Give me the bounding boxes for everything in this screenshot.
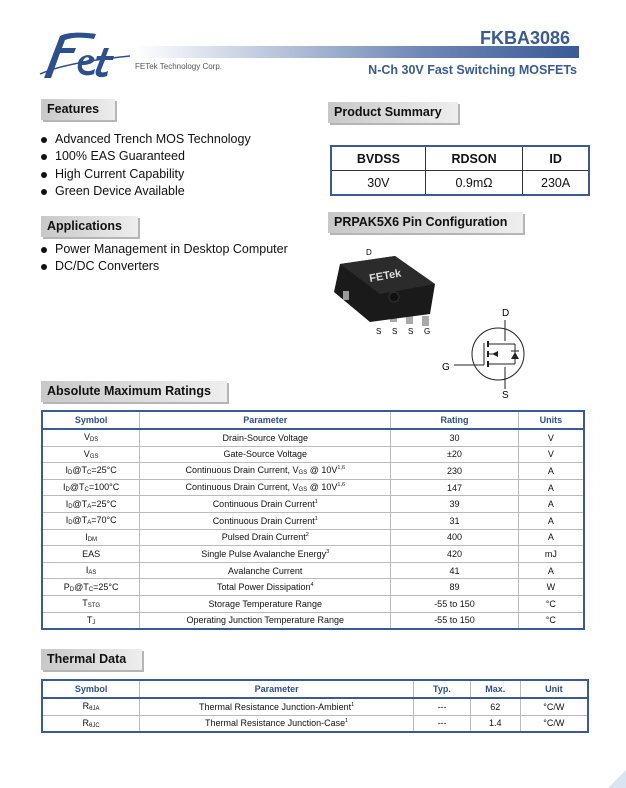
symbol-main: V <box>83 448 90 459</box>
parameter-text: Gate-Source Voltage <box>223 449 308 460</box>
units-cell: V <box>518 446 584 463</box>
thermal-col-unit: Unit <box>520 680 588 698</box>
symbol-main: R <box>82 717 89 728</box>
parameter-note: 1,6 <box>337 465 346 472</box>
rating-cell: -55 to 150 <box>391 612 518 629</box>
units-cell: V <box>518 429 584 446</box>
units-cell: A <box>518 529 584 546</box>
symbol-main: I <box>85 565 89 576</box>
parameter-text: Thermal Resistance Junction-Case <box>205 718 346 729</box>
product-summary-table <box>330 145 590 196</box>
symbol-sub: D <box>65 487 70 494</box>
pin-config-heading: PRPAK5X6 Pin Configuration <box>328 212 523 233</box>
parameter-text: Single Pulse Avalanche Energy <box>201 548 327 559</box>
parameter-cell <box>140 612 391 629</box>
parameter-cell <box>140 463 391 480</box>
part-number: FKBA3086 <box>479 28 570 48</box>
symbol-cond-value: =25°C <box>93 581 119 592</box>
amr-col-symbol: Symbol <box>42 411 140 429</box>
symbol-cell <box>42 446 140 463</box>
max-cell: 1.4 <box>470 715 520 732</box>
summary-value: 0.9mΩ <box>425 171 522 196</box>
rating-cell: 230 <box>391 463 518 480</box>
parameter-text: Thermal Resistance Junction-Ambient <box>199 701 352 712</box>
fet-logo <box>38 30 138 82</box>
parameter-text: Operating Junction Temperature Range <box>186 615 344 626</box>
rating-cell: ±20 <box>391 446 518 463</box>
parameter-cell <box>140 529 391 546</box>
symbol-cell <box>42 512 140 529</box>
symbol-main: R <box>82 701 90 712</box>
parameter-cell <box>140 579 391 596</box>
table-row <box>42 463 584 480</box>
units-cell: A <box>518 562 584 579</box>
parameter-text: Continuous Drain Current, V <box>185 465 299 476</box>
symbol-label-s: S <box>502 390 509 401</box>
rating-cell: 39 <box>391 496 518 513</box>
rating-cell: 147 <box>391 479 518 496</box>
product-summary-heading: Product Summary <box>328 102 458 123</box>
symbol-cell <box>42 715 140 732</box>
summary-header: BVDSS <box>331 146 425 171</box>
package-image <box>330 244 440 338</box>
symbol-cell <box>42 698 140 715</box>
symbol-main: I <box>65 498 69 509</box>
symbol-cell <box>42 429 140 446</box>
rating-cell: 400 <box>391 529 518 546</box>
parameter-cell <box>140 562 391 579</box>
thermal-col-parameter: Parameter <box>140 680 414 698</box>
rating-cell: 30 <box>391 429 518 446</box>
table-row <box>42 496 584 513</box>
symbol-cond-value: =70°C <box>91 515 117 526</box>
symbol-cond: @T <box>72 515 88 526</box>
table-row <box>42 579 584 596</box>
table-row <box>42 479 584 496</box>
package-pin: S <box>376 327 382 336</box>
table-row <box>42 562 584 579</box>
symbol-cond-value: =25°C <box>91 498 117 509</box>
symbol-cond: @T <box>72 465 88 476</box>
rating-cell: 31 <box>391 512 518 529</box>
symbol-sub: D <box>68 520 73 527</box>
features-heading: Features <box>41 99 115 120</box>
subtitle: N-Ch 30V Fast Switching MOSFETs <box>368 63 577 77</box>
symbol-cond: @T <box>72 498 88 509</box>
summary-header: RDSON <box>425 146 522 171</box>
parameter-text: Storage Temperature Range <box>208 598 322 609</box>
list-item: High Current Capability <box>40 166 251 183</box>
list-item: 100% EAS Guaranteed <box>40 148 251 165</box>
parameter-cell <box>140 546 391 563</box>
typ-cell: --- <box>414 715 471 732</box>
parameter-note: 1 <box>314 515 318 522</box>
amr-col-units: Units <box>518 411 584 429</box>
summary-header: ID <box>523 146 589 171</box>
symbol-main: EAS <box>82 548 101 559</box>
rating-cell: 41 <box>391 562 518 579</box>
amr-table <box>41 410 585 630</box>
symbol-main: I <box>85 531 88 542</box>
table-row <box>42 698 588 715</box>
parameter-cell <box>140 446 391 463</box>
parameter-note: 3 <box>326 548 330 555</box>
table-row <box>42 529 584 546</box>
symbol-sub: D <box>69 586 75 593</box>
parameter-note: 1 <box>314 499 318 506</box>
unit-cell: °C/W <box>520 698 588 715</box>
symbol-label-g: G <box>442 362 450 373</box>
parameter-cell <box>140 479 391 496</box>
units-cell: A <box>518 479 584 496</box>
parameter-cell <box>140 698 414 715</box>
package-pin: G <box>424 327 431 336</box>
features-list <box>40 131 251 201</box>
applications-list <box>40 241 288 276</box>
table-row <box>42 715 588 732</box>
parameter-note: 2 <box>305 532 309 539</box>
table-row <box>42 546 584 563</box>
symbol-main: I <box>65 515 69 526</box>
parameter-cell <box>140 595 391 612</box>
rating-cell: -55 to 150 <box>391 595 518 612</box>
list-item: Power Management in Desktop Computer <box>40 241 288 258</box>
parameter-tail: @ 10V <box>307 465 338 476</box>
symbol-sub: GS <box>89 453 99 460</box>
table-row <box>42 595 584 612</box>
units-cell: A <box>518 463 584 480</box>
package-pin: S <box>408 327 414 336</box>
symbol-label-d: D <box>502 308 510 319</box>
parameter-text: Total Power Dissipation <box>216 582 311 593</box>
rating-cell: 89 <box>391 579 518 596</box>
symbol-sub: DS <box>89 437 99 444</box>
thermal-col-max: Max. <box>470 680 520 698</box>
symbol-cond: @T <box>69 482 85 493</box>
list-item: Advanced Trench MOS Technology <box>40 131 251 148</box>
typ-cell: --- <box>414 698 471 715</box>
symbol-cond-sub: C <box>88 586 94 593</box>
thermal-col-symbol: Symbol <box>42 680 140 698</box>
table-row <box>42 429 584 446</box>
parameter-note: 1 <box>345 718 349 725</box>
symbol-cell <box>42 595 140 612</box>
parameter-cell <box>140 715 414 732</box>
symbol-cond-sub: C <box>87 470 92 477</box>
thermal-table <box>41 679 589 733</box>
symbol-cond-sub: A <box>87 503 92 510</box>
page-corner <box>608 770 626 788</box>
symbol-main: I <box>63 482 66 493</box>
symbol-main: I <box>65 465 69 476</box>
summary-value: 230A <box>523 171 589 196</box>
parameter-cell <box>140 496 391 513</box>
symbol-main: T <box>82 598 88 609</box>
units-cell: mJ <box>518 546 584 563</box>
mosfet-symbol <box>440 303 540 401</box>
symbol-main: V <box>83 432 90 443</box>
symbol-cell <box>42 562 140 579</box>
chip-label: FETek <box>368 267 403 285</box>
symbol-sub: θJA <box>89 706 100 713</box>
units-cell: A <box>518 512 584 529</box>
symbol-cond-sub: C <box>84 487 89 494</box>
symbol-sub: J <box>92 619 96 626</box>
parameter-text: Avalanche Current <box>228 565 303 576</box>
symbol-cond-value: =100°C <box>88 482 120 493</box>
symbol-cond-sub: A <box>87 520 92 527</box>
symbol-cond: @T <box>74 581 89 592</box>
symbol-cond-value: =25°C <box>91 465 117 476</box>
amr-heading: Absolute Maximum Ratings <box>41 381 227 402</box>
applications-heading: Applications <box>41 216 138 237</box>
parameter-sub: GS <box>298 487 308 494</box>
parameter-text: Drain-Source Voltage <box>222 432 309 443</box>
unit-cell: °C/W <box>520 715 588 732</box>
parameter-text: Continuous Drain Current <box>212 499 315 510</box>
amr-col-parameter: Parameter <box>140 411 391 429</box>
symbol-cell <box>42 463 140 480</box>
list-item: DC/DC Converters <box>40 258 288 275</box>
symbol-sub: DM <box>87 536 98 543</box>
parameter-text: Pulsed Drain Current <box>221 532 306 543</box>
amr-col-rating: Rating <box>391 411 518 429</box>
symbol-sub: D <box>68 503 73 510</box>
table-row <box>42 512 584 529</box>
list-item: Green Device Available <box>40 183 251 200</box>
parameter-note: 4 <box>310 582 314 589</box>
symbol-sub: θJC <box>89 722 100 729</box>
symbol-sub: STG <box>87 603 101 610</box>
package-pin-d: D <box>366 248 372 257</box>
symbol-cell <box>42 579 140 596</box>
parameter-tail: @ 10V <box>307 482 338 493</box>
units-cell: °C <box>518 612 584 629</box>
parameter-note: 1,6 <box>337 482 346 489</box>
summary-value: 30V <box>331 171 425 196</box>
units-cell: W <box>518 579 584 596</box>
parameter-cell <box>140 429 391 446</box>
table-row <box>42 612 584 629</box>
symbol-cell <box>42 546 140 563</box>
max-cell: 62 <box>470 698 520 715</box>
symbol-cell <box>42 612 140 629</box>
parameter-sub: GS <box>298 470 308 477</box>
symbol-main: P <box>63 581 70 592</box>
parameter-text: Continuous Drain Current <box>212 515 315 526</box>
thermal-col-typ: Typ. <box>414 680 471 698</box>
thermal-heading: Thermal Data <box>41 649 142 670</box>
symbol-cell <box>42 529 140 546</box>
symbol-cell <box>42 496 140 513</box>
parameter-note: 1 <box>351 701 355 708</box>
units-cell: °C <box>518 595 584 612</box>
parameter-text: Continuous Drain Current, V <box>185 482 299 493</box>
symbol-cell <box>42 479 140 496</box>
company-name: FETek Technology Corp. <box>135 62 223 71</box>
symbol-main: T <box>86 614 93 625</box>
table-row <box>42 446 584 463</box>
rating-cell: 420 <box>391 546 518 563</box>
symbol-sub: D <box>68 470 73 477</box>
package-pin: S <box>392 327 398 336</box>
units-cell: A <box>518 496 584 513</box>
parameter-cell <box>140 512 391 529</box>
symbol-sub: AS <box>88 570 97 577</box>
